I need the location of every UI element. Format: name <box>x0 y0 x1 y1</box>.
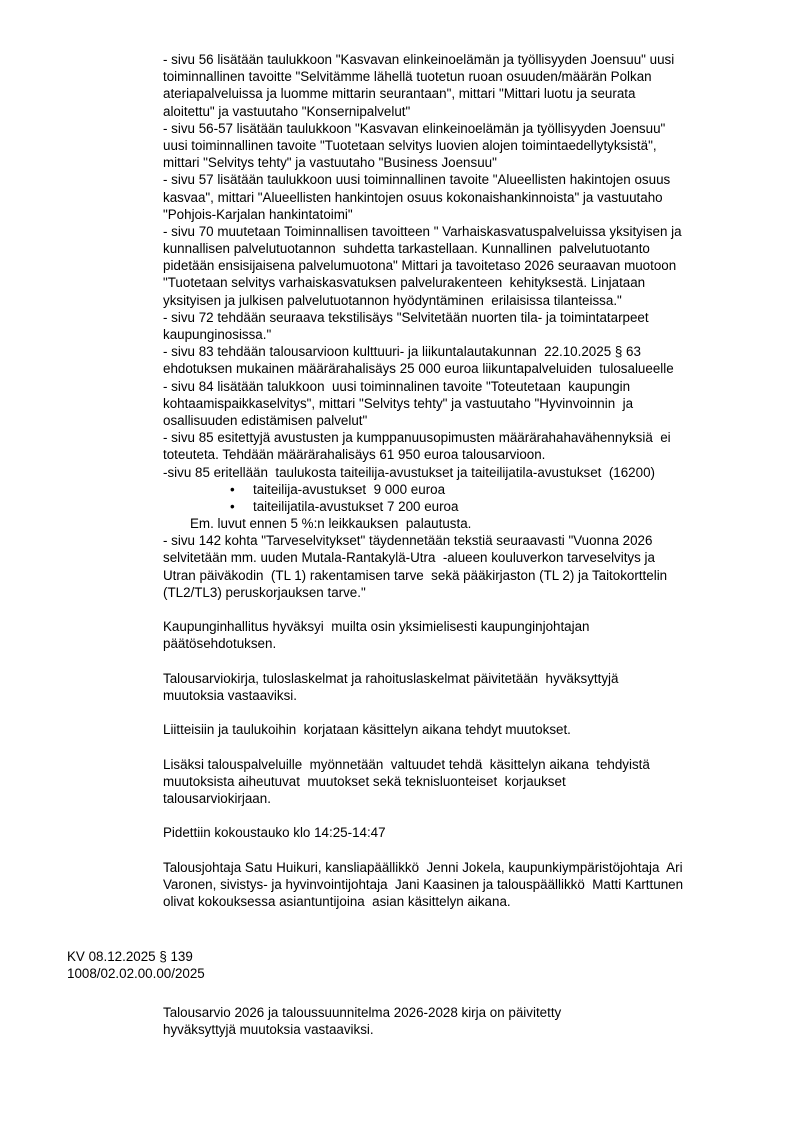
bullet-icon: • <box>230 481 235 497</box>
text-line: "Pohjois-Karjalan hankintatoimi" <box>163 206 353 222</box>
text-line: - sivu 56-57 lisätään taulukkoon "Kasvavan elinkeinoelämän ja työllisyyden Joensuu" <box>163 120 666 136</box>
bullet-icon: • <box>230 498 235 514</box>
text-line: - sivu 72 tehdään seuraava tekstilisäys "Selvitetään nuorten tila- ja toimintatarpeet <box>163 309 649 325</box>
text-line: mittari "Selvitys tehty" ja vastuutaho "Business Joensuu" <box>163 155 497 171</box>
text-line: selvitetään mm. uuden Mutala-Rantakylä-Utra -alueen kouluverkon tarveselvitys ja <box>163 550 655 566</box>
text-line: - sivu 70 muutetaan Toiminnallisen tavoitteen " Varhaiskasvatuspalveluissa yksityisen ja <box>163 223 682 239</box>
text-line: KV 08.12.2025 § 139 <box>67 949 193 964</box>
para-talousarviokirja <box>163 670 763 704</box>
text-line: 1008/02.02.00.00/2025 <box>67 966 205 982</box>
para-liitteisiin <box>163 721 763 738</box>
closing-paragraph-block <box>163 1004 561 1038</box>
text-line: pidetään ensisijaisena palvelumuotona" Mittari ja tavoitetaso 2026 seuraavan muotoon <box>163 258 677 274</box>
item-sivu-56 <box>163 51 763 120</box>
text-line: - sivu 56 lisätään taulukkoon "Kasvavan elinkeinoelämän ja työllisyyden Joensuu" uusi <box>163 52 675 67</box>
para-kaupunginhallitus <box>163 618 763 652</box>
para-kokoustauko <box>163 824 763 841</box>
text-line: kasvaa", mittari "Alueellisten hankintojen osuus kokonaishankinnoista" ja vastuutaho <box>163 189 663 205</box>
text-line: päätösehdotuksen. <box>163 636 277 652</box>
item-sivu-85-erittely <box>163 464 763 481</box>
case-reference-block <box>67 948 205 982</box>
text-line: osallisuuden edistämisen palvelut" <box>163 412 368 428</box>
item-sivu-56-57 <box>163 120 763 172</box>
text-line: muutoksista aiheutuvat muutokset sekä teknisluonteiset korjaukset <box>163 773 566 789</box>
text-line: yksityisen ja julkisen palvelutuotannon hyödyntäminen erilaisissa tilanteissa." <box>163 292 622 308</box>
text-line: -sivu 85 eritellään taulukosta taiteilija-avustukset ja taiteilijatila-avustukset (16200) <box>163 464 655 480</box>
text-line: Kaupunginhallitus hyväksyi muilta osin yksimielisesti kaupunginjohtajan <box>163 619 590 635</box>
text-line: toteuteta. Tehdään määrärahalisäys 61 950 euroa talousarvioon. <box>163 447 546 463</box>
bullet-taiteilijatila-avustukset <box>163 498 763 515</box>
text-line: Talousjohtaja Satu Huikuri, kansliapäällikkö Jenni Jokela, kaupunkiympäristöjohtaja Ari <box>163 859 683 875</box>
item-sivu-142 <box>163 532 763 601</box>
para-asiantuntijat <box>163 859 763 911</box>
text-line: - sivu 85 esitettyjä avustusten ja kumppanuusopimusten määrärahahavähennyksiä ei <box>163 430 671 446</box>
text-line: (TL2/TL3) peruskorjauksen tarve." <box>163 584 366 600</box>
main-text-block <box>163 51 763 910</box>
text-line: - sivu 83 tehdään talousarvioon kulttuuri- ja liikuntalautakunnan 22.10.2025 § 63 <box>163 344 641 360</box>
text-line: - sivu 84 lisätään talukkoon uusi toiminnalinen tavoite "Toteutetaan kaupungin <box>163 378 631 394</box>
text-line: muutoksia vastaaviksi. <box>163 687 297 703</box>
text-line: kohtaamispaikkaselvitys", mittari "Selvitys tehty" ja vastuutaho "Hyvinvoinnin ja <box>163 395 634 411</box>
text-line: hyväksyttyjä muutoksia vastaaviksi. <box>163 1022 374 1038</box>
text-line <box>163 481 763 498</box>
text-line: Talousarvio 2026 ja taloussuunnitelma 2026-2028 kirja on päivitetty <box>163 1005 562 1020</box>
text-line: aloitettu" ja vastuutaho "Konsernipalvelut" <box>163 103 411 119</box>
text-line: olivat kokouksessa asiantuntijoina asian käsittelyn aikana. <box>163 894 511 910</box>
text-line: Pidettiin kokoustauko klo 14:25-14:47 <box>163 825 386 841</box>
text-line: Em. luvut ennen 5 %:n leikkauksen palautusta. <box>190 516 472 532</box>
text-line: Lisäksi talouspalveluille myönnetään valtuudet tehdä käsittelyn aikana tehdyistä <box>163 756 650 772</box>
text-line: kaupunginosissa." <box>163 327 272 342</box>
bullet-taiteilija-avustukset <box>163 481 763 498</box>
text-line: Varonen, sivistys- ja hyvinvointijohtaja Jani Kaasinen ja talouspäällikkö Matti Karttunen <box>163 877 684 892</box>
item-sivu-72 <box>163 309 763 343</box>
text-line: toiminnallinen tavoitte "Selvitämme lähellä tuotetun ruoan osuuden/määrän Polkan <box>163 69 652 85</box>
text-line: Liitteisiin ja taulukoihin korjataan käsittelyn aikana tehdyt muutokset. <box>163 722 571 738</box>
bullet-text: taiteilija-avustukset 9 000 euroa <box>253 481 446 497</box>
item-sivu-83 <box>163 343 763 377</box>
text-line: "Tuotetaan selvitys varhaiskasvatuksen palvelurakenteen kehityksestä. Linjataan <box>163 275 646 291</box>
item-sivu-85-avustukset <box>163 429 763 463</box>
bullet-text: taiteilijatila-avustukset 7 200 euroa <box>253 498 459 514</box>
text-line: ateriapalveluissa ja luomme mittarin seurantaan", mittari "Mittari luotu ja seurata <box>163 86 636 102</box>
text-line: kunnallisen palvelutuotannon suhdetta tarkastellaan. Kunnallinen palvelutuotanto <box>163 241 650 257</box>
text-line: ehdotuksen mukainen määrärahalisäys 25 000 euroa liikuntapalveluiden tulosalueelle <box>163 361 674 377</box>
para-lisaksi <box>163 756 763 808</box>
item-sivu-57 <box>163 171 763 223</box>
item-sivu-84 <box>163 378 763 430</box>
note-em-luvut <box>163 515 763 532</box>
text-line: uusi toiminnallinen tavoite "Tuotetaan selvitys luovien alojen toimintaedellytyksistä", <box>163 137 657 153</box>
item-sivu-70 <box>163 223 763 309</box>
text-line <box>163 498 763 515</box>
text-line: Utran päiväkodin (TL 1) rakentamisen tarve sekä pääkirjaston (TL 2) ja Taitokorttelin <box>163 567 668 583</box>
text-line: talousarviokirjaan. <box>163 791 271 807</box>
text-line: Talousarviokirja, tuloslaskelmat ja rahoituslaskelmat päivitetään hyväksyttyjä <box>163 670 619 686</box>
text-line: - sivu 142 kohta "Tarveselvitykset" täydennetään tekstiä seuraavasti "Vuonna 2026 <box>163 533 653 549</box>
text-line: - sivu 57 lisätään taulukkoon uusi toiminnallinen tavoite "Alueellisten hakintojen osuus <box>163 172 671 188</box>
